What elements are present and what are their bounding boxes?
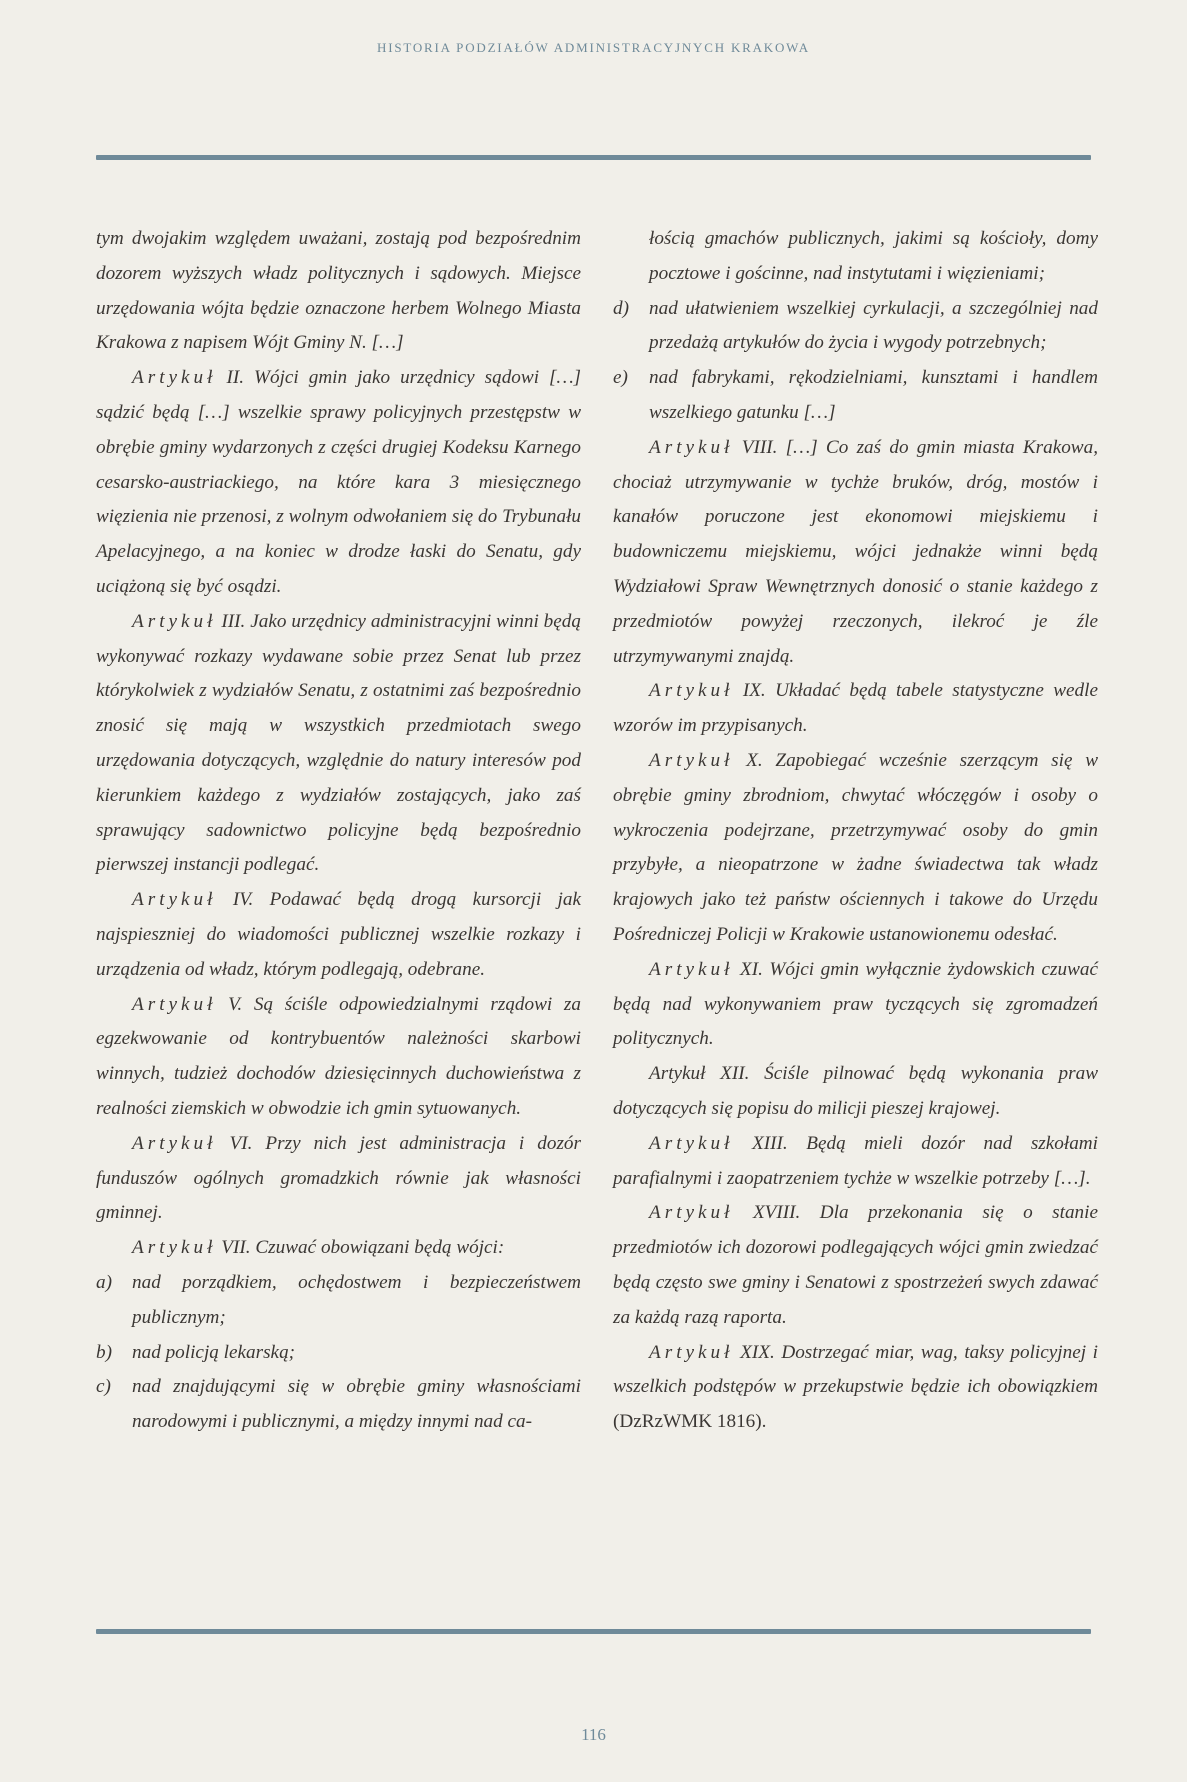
list-item-e [613, 361, 1098, 431]
article-text: IX. Układać będą tabele statystyczne wedle wzorów im przypisanych. [613, 680, 1098, 737]
article-6 [96, 1127, 581, 1231]
article-2 [96, 361, 581, 605]
article-label: Artykuł [649, 1202, 734, 1224]
list-item-d [613, 292, 1098, 362]
article-text: X. Zapobiegać wcześnie szerzącym się w obrębie gminy zbrodniom, chwytać włóczęgów i osoby o wykroczenia podejrzane, przetrzymywać osoby do gmin przybyłe, a nieopatrzone w żadne świadectwa tak władz krajowych jako też państw ościennych i takowe do Urzędu Pośredniczej Policji w Krakowie ustanowionemu odesłać. [613, 749, 1098, 945]
article-12: Artykuł XII. Ściśle pilnować będą wykonania praw dotyczących się popisu do milicji pieszej krajowej. [613, 1063, 1098, 1119]
list-item-c [96, 1370, 581, 1440]
article-7 [96, 1231, 581, 1266]
article-label: Artykuł [132, 610, 217, 632]
article-text: III. Jako urzędnicy administracyjni winni będą wykonywać rozkazy wydawane sobie przez Senat lub przez którykolwiek z wydziałów Senatu, z ostatnimi zaś bezpośrednio znosić się mają w wszystkich przedmiotach swego urzędowania dotyczących, względnie do natury interesów pod kierunkiem każdego z wydziałów zostających, jako zaś sprawujący sadownictwo policyjne będą bezpośrednio pierwszej instancji podlegać. [96, 610, 581, 876]
article-label: Artykuł [649, 958, 734, 980]
article-9 [613, 674, 1098, 744]
list-item-text: nad porządkiem, ochędostwem i bezpieczeństwem publicznym; [132, 1271, 581, 1328]
list-item-c-continued [613, 222, 1098, 292]
list-item-text: nad znajdującymi się w obrębie gminy własnościami narodowymi i publicznymi, a między innymi nad ca- [132, 1376, 581, 1433]
article-label: Artykuł [132, 367, 217, 389]
article-11 [613, 953, 1098, 1057]
article-text: XI. Wójci gmin wyłącznie żydowskich czuwać będą nad wykonywaniem praw tyczących się zgromadzeń politycznych. [613, 958, 1098, 1050]
article-10 [613, 744, 1098, 953]
citation: (DzRzWMK 1816). [613, 1411, 767, 1433]
list-marker: d) [613, 297, 629, 319]
article-18 [613, 1196, 1098, 1335]
article-label: Artykuł [132, 993, 217, 1015]
article-text: VI. Przy nich jest administracja i dozór funduszów ogólnych gromadzkich równie jak własności gminnej. [96, 1132, 581, 1224]
article-label: Artykuł [132, 1132, 217, 1154]
paragraph: tym dwojakim względem uważani, zostają pod bezpośrednim dozorem wyższych władz politycznych i sądowych. Miejsce urzędowania wójta będzie oznaczone herbem Wolnego Miasta Krakowa z napisem Wójt Gminy N. […] [96, 228, 581, 354]
article-5 [96, 988, 581, 1127]
article-text: VIII. […] Co zaś do gmin miasta Krakowa, chociaż utrzymywanie w tychże bruków, dróg, mostów i kanałów poruczone jest ekonomowi miejskiemu i budowniczemu miejskiemu, wójci jednakże winni będą Wydziałowi Spraw Wewnętrznych donosić o stanie każdego z przedmiotów powyżej rzeczonych, ilekroć je źle utrzymywanymi znajdą. [613, 436, 1098, 667]
list-item-text: nad policją lekarską; [132, 1341, 296, 1363]
article-4 [96, 883, 581, 987]
article-19 [613, 1336, 1098, 1440]
article-label: Artykuł [649, 749, 734, 771]
article-text: IV. Podawać będą drogą kursorcji jak najspieszniej do wiadomości publicznej wszelkie rozkazy i urządzenia od władz, którym podlegają, odebrane. [96, 889, 581, 980]
article-13 [613, 1127, 1098, 1197]
article-8 [613, 431, 1098, 675]
article-label: Artykuł [649, 1341, 734, 1363]
page-number: 116 [581, 1725, 606, 1744]
article-label: Artykuł [132, 889, 217, 911]
article-label: Artykuł [649, 680, 734, 702]
list-marker: b) [96, 1341, 112, 1363]
article-text: V. Są ściśle odpowiedzialnymi rządowi za egzekwowanie od kontrybuentów należności skarbowi winnych, tudzież dochodów dziesięcinnych duchowieństwa z realności ziemskich w obwodzie ich gmin sytuowanych. [96, 993, 581, 1119]
right-column [613, 222, 1098, 1440]
article-text: II. Wójci gmin jako urzędnicy sądowi […] sądzić będą […] wszelkie sprawy policyjnych przestępstw w obrębie gminy wydarzonych z części drugiej Kodeksu Karnego cesarsko-austriackiego, na które kara 3 miesięcznego więzienia nie przenosi, z wolnym odwołaniem się do Trybunału Apelacyjnego, a na koniec w drodze łaski do Senatu, gdy uciążoną się być osądzi. [96, 367, 581, 597]
list-marker: a) [96, 1271, 112, 1293]
article-text: XIX. Dostrzegać miar, wag, taksy policyjnej i wszelkich podstępów w przekupstwie będzie ich obowiązkiem [613, 1341, 1098, 1398]
article-text: XVIII. Dla przekonania się o stanie przedmiotów ich dozorowi podlegających wójci gmin zwiedzać będą często swe gminy i Senatowi z spostrzeżeń swych zdawać za każdą razą raporta. [613, 1202, 1098, 1328]
list-item-text: łością gmachów publicznych, jakimi są kościoły, domy pocztowe i gościnne, nad instytutami i więzieniami; [649, 228, 1098, 284]
running-header: HISTORIA PODZIAŁÓW ADMINISTRACYJNYCH KRAKOWA [377, 40, 810, 55]
list-marker: c) [96, 1376, 111, 1398]
article-label: Artykuł [649, 436, 734, 458]
list-item-text: nad fabrykami, rękodzielniami, kunsztami i handlem wszelkiego gatunku […] [649, 367, 1098, 423]
article-3 [96, 605, 581, 883]
bottom-rule [96, 1629, 1091, 1634]
article-text: VII. Czuwać obowiązani będą wójci: [216, 1237, 505, 1259]
list-item-text: nad ułatwieniem wszelkiej cyrkulacji, a szczególniej nad przedażą artykułów do życia i wygody potrzebnych; [649, 297, 1098, 354]
list-item-b [96, 1336, 581, 1371]
top-rule [96, 155, 1091, 160]
list-item-a [96, 1266, 581, 1336]
list-marker: e) [613, 367, 628, 389]
article-label: Artykuł [132, 1237, 217, 1259]
article-text: XIII. Będą mieli dozór nad szkołami parafialnymi i zaopatrzeniem tychże w wszelkie potrzeby […]. [613, 1132, 1098, 1189]
left-column [96, 222, 581, 1440]
article-label: Artykuł [649, 1132, 734, 1154]
